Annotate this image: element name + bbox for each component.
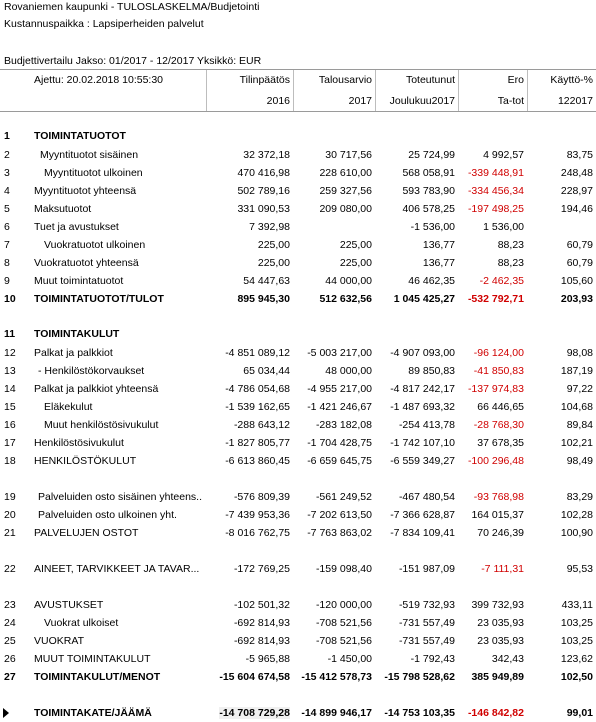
cell-usage-pct: 60,79 bbox=[566, 239, 593, 251]
cell-budget-2017: 48 000,00 bbox=[325, 365, 372, 377]
cell-budget-2017: 225,00 bbox=[339, 239, 372, 251]
cell-variance: -28 768,30 bbox=[473, 419, 524, 431]
cell-usage-pct: 187,19 bbox=[560, 365, 593, 377]
table-row[interactable] bbox=[0, 326, 596, 343]
col-usage-period: 122017 bbox=[557, 95, 593, 107]
table-row[interactable] bbox=[0, 363, 596, 380]
cell-budget-2017: -1 421 246,67 bbox=[307, 401, 372, 413]
cell-variance: 342,43 bbox=[491, 653, 524, 665]
cell-variance: -146 842,82 bbox=[467, 707, 524, 719]
row-number: 9 bbox=[4, 275, 10, 287]
cell-actual-2016: 225,00 bbox=[257, 239, 290, 251]
cell-actual-2016: -1 827 805,77 bbox=[225, 437, 290, 449]
cell-variance: -93 768,98 bbox=[473, 491, 524, 503]
table-row[interactable] bbox=[0, 669, 596, 686]
cell-realized: -519 732,93 bbox=[398, 599, 455, 611]
cell-budget-2017: -1 450,00 bbox=[327, 653, 372, 665]
cell-usage-pct: 194,46 bbox=[560, 203, 593, 215]
cell-actual-2016: 502 789,16 bbox=[237, 185, 290, 197]
cell-usage-pct: 98,49 bbox=[566, 455, 593, 467]
cell-realized: -7 366 628,87 bbox=[390, 509, 455, 521]
table-row[interactable] bbox=[0, 345, 596, 362]
table-row[interactable] bbox=[0, 507, 596, 524]
row-number: 24 bbox=[4, 617, 16, 629]
cell-usage-pct: 83,29 bbox=[566, 491, 593, 503]
table-row[interactable] bbox=[0, 417, 596, 434]
cell-variance: 70 246,39 bbox=[477, 527, 524, 539]
cell-actual-2016: -8 016 762,75 bbox=[225, 527, 290, 539]
cell-usage-pct: 248,48 bbox=[560, 167, 593, 179]
cell-realized: -7 834 109,41 bbox=[390, 527, 455, 539]
cell-realized: 406 578,25 bbox=[402, 203, 455, 215]
cell-usage-pct: 99,01 bbox=[566, 707, 593, 719]
cell-variance: 4 992,57 bbox=[483, 149, 524, 161]
current-row-arrow-icon bbox=[3, 708, 9, 718]
cell-variance: -96 124,00 bbox=[473, 347, 524, 359]
cell-budget-2017: -4 955 217,00 bbox=[307, 383, 372, 395]
cell-usage-pct: 102,21 bbox=[560, 437, 593, 449]
cell-usage-pct: 102,50 bbox=[560, 671, 593, 683]
cell-realized: -6 559 349,27 bbox=[390, 455, 455, 467]
cell-actual-2016: 32 372,18 bbox=[243, 149, 290, 161]
col-variance[interactable]: Ero bbox=[507, 74, 524, 86]
col-actual-2016-year: 2016 bbox=[266, 95, 290, 107]
cell-actual-2016: 470 416,98 bbox=[237, 167, 290, 179]
cell-budget-2017: -6 659 645,75 bbox=[307, 455, 372, 467]
cell-variance: 88,23 bbox=[497, 239, 524, 251]
cell-usage-pct: 83,75 bbox=[566, 149, 593, 161]
row-label: Tuet ja avustukset bbox=[34, 221, 119, 233]
run-timestamp: Ajettu: 20.02.2018 10:55:30 bbox=[34, 74, 164, 86]
cell-realized: -4 907 093,00 bbox=[390, 347, 455, 359]
cell-variance: -2 462,35 bbox=[479, 275, 524, 287]
col-budget-2017[interactable]: Talousarvio bbox=[318, 74, 372, 86]
cell-variance: 1 536,00 bbox=[483, 221, 524, 233]
cell-actual-2016: -15 604 674,58 bbox=[219, 671, 290, 683]
cell-variance: 88,23 bbox=[497, 257, 524, 269]
row-label: AVUSTUKSET bbox=[34, 599, 104, 611]
row-number: 7 bbox=[4, 239, 10, 251]
cell-actual-2016: 225,00 bbox=[257, 257, 290, 269]
cell-actual-2016: -7 439 953,36 bbox=[225, 509, 290, 521]
cell-actual-2016: -288 643,12 bbox=[233, 419, 290, 431]
table-row[interactable] bbox=[0, 615, 596, 632]
cell-realized: -15 798 528,62 bbox=[384, 671, 455, 683]
table-row[interactable] bbox=[0, 219, 596, 236]
cell-usage-pct: 433,11 bbox=[561, 599, 593, 611]
row-number: 23 bbox=[4, 599, 16, 611]
table-row[interactable] bbox=[0, 165, 596, 182]
row-label: Henkilöstösivukulut bbox=[34, 437, 124, 449]
cell-usage-pct: 103,25 bbox=[560, 635, 593, 647]
row-label: - Henkilöstökorvaukset bbox=[38, 365, 145, 377]
row-number: 25 bbox=[4, 635, 16, 647]
row-number: 17 bbox=[4, 437, 16, 449]
cell-realized: 568 058,91 bbox=[402, 167, 455, 179]
row-label: Eläkekulut bbox=[44, 401, 93, 413]
cell-realized: -14 753 103,35 bbox=[384, 707, 455, 719]
table-row[interactable] bbox=[0, 525, 596, 542]
cell-variance: -41 850,83 bbox=[473, 365, 524, 377]
row-label: Myyntituotot yhteensä bbox=[34, 185, 137, 197]
cell-realized: 593 783,90 bbox=[402, 185, 455, 197]
cell-variance: -532 792,71 bbox=[467, 293, 524, 305]
cell-budget-2017: 44 000,00 bbox=[325, 275, 372, 287]
table-row[interactable] bbox=[0, 633, 596, 650]
row-label: HENKILÖSTÖKULUT bbox=[34, 455, 137, 467]
cell-budget-2017: -5 003 217,00 bbox=[307, 347, 372, 359]
cell-actual-2016: 895 945,30 bbox=[237, 293, 290, 305]
cell-actual-2016: -14 708 729,28 bbox=[219, 707, 290, 719]
cell-usage-pct: 228,97 bbox=[560, 185, 593, 197]
row-number: 22 bbox=[4, 563, 16, 575]
cell-usage-pct: 89,84 bbox=[566, 419, 593, 431]
cell-usage-pct: 105,60 bbox=[560, 275, 593, 287]
row-number: 8 bbox=[4, 257, 10, 269]
row-number: 4 bbox=[4, 185, 10, 197]
row-number: 3 bbox=[4, 167, 10, 179]
row-number: 21 bbox=[4, 527, 16, 539]
period-info: Budjettivertailu Jakso: 01/2017 - 12/2017 Yksikkö: EUR bbox=[4, 55, 262, 67]
row-number: 16 bbox=[4, 419, 16, 431]
col-actual-2016[interactable]: Tilinpäätös bbox=[239, 74, 290, 86]
cell-usage-pct: 97,22 bbox=[566, 383, 593, 395]
cell-budget-2017: -159 098,40 bbox=[315, 563, 372, 575]
row-label: Palveluiden osto sisäinen yhteens.. bbox=[38, 491, 203, 503]
table-row[interactable] bbox=[0, 273, 596, 290]
cell-budget-2017: 512 632,56 bbox=[319, 293, 372, 305]
cell-budget-2017: -708 521,56 bbox=[315, 617, 372, 629]
cell-realized: -4 817 242,17 bbox=[390, 383, 455, 395]
table-row[interactable] bbox=[0, 147, 596, 164]
cell-variance: 66 446,65 bbox=[477, 401, 524, 413]
cell-variance: -334 456,34 bbox=[467, 185, 524, 197]
cell-actual-2016: -172 769,25 bbox=[233, 563, 290, 575]
cell-realized: -1 536,00 bbox=[410, 221, 455, 233]
row-number: 15 bbox=[4, 401, 16, 413]
cell-usage-pct: 103,25 bbox=[560, 617, 593, 629]
table-row[interactable] bbox=[0, 453, 596, 470]
row-number: 11 bbox=[4, 328, 16, 340]
col-realized-period: Joulukuu2017 bbox=[389, 95, 455, 107]
table-row[interactable] bbox=[0, 435, 596, 452]
cell-actual-2016: -5 965,88 bbox=[245, 653, 290, 665]
header-bottom-rule bbox=[0, 111, 596, 112]
row-label: TOIMINTAKULUT bbox=[34, 328, 120, 340]
cell-budget-2017: 209 080,00 bbox=[319, 203, 372, 215]
cell-realized: 25 724,99 bbox=[408, 149, 455, 161]
cell-usage-pct: 104,68 bbox=[560, 401, 593, 413]
table-row[interactable] bbox=[0, 183, 596, 200]
cell-actual-2016: -4 786 054,68 bbox=[225, 383, 290, 395]
cell-variance: -100 296,48 bbox=[467, 455, 524, 467]
cell-budget-2017: -283 182,08 bbox=[315, 419, 372, 431]
row-number: 18 bbox=[4, 455, 16, 467]
row-label: TOIMINTATUOTOT/TULOT bbox=[34, 293, 164, 305]
cell-variance: 399 732,93 bbox=[471, 599, 524, 611]
row-label: Muut henkilöstösivukulut bbox=[44, 419, 159, 431]
cell-budget-2017: -1 704 428,75 bbox=[307, 437, 372, 449]
cell-realized: -467 480,54 bbox=[398, 491, 455, 503]
row-number: 27 bbox=[4, 671, 16, 683]
cell-budget-2017: -14 899 946,17 bbox=[301, 707, 372, 719]
row-number: 10 bbox=[4, 293, 16, 305]
cell-realized: -254 413,78 bbox=[398, 419, 455, 431]
row-number: 14 bbox=[4, 383, 16, 395]
table-row[interactable] bbox=[0, 201, 596, 218]
cell-budget-2017: -561 249,52 bbox=[315, 491, 372, 503]
cell-usage-pct: 102,28 bbox=[560, 509, 593, 521]
row-label: Palkat ja palkkiot yhteensä bbox=[34, 383, 159, 395]
cell-budget-2017: 225,00 bbox=[339, 257, 372, 269]
cost-center: Kustannuspaikka : Lapsiperheiden palvelut bbox=[4, 18, 204, 30]
col-usage-pct[interactable]: Käyttö-% bbox=[550, 74, 593, 86]
report-title: Rovaniemen kaupunki - TULOSLASKELMA/Budjetointi bbox=[4, 1, 260, 13]
row-number: 1 bbox=[4, 130, 10, 142]
cell-usage-pct: 95,53 bbox=[566, 563, 593, 575]
cell-variance: 164 015,37 bbox=[471, 509, 524, 521]
cell-realized: -151 987,09 bbox=[398, 563, 455, 575]
cell-usage-pct: 60,79 bbox=[566, 257, 593, 269]
row-label: Maksutuotot bbox=[34, 203, 92, 215]
row-label: Vuokratuotot yhteensä bbox=[34, 257, 139, 269]
col-realized[interactable]: Toteutunut bbox=[405, 74, 455, 86]
cell-usage-pct: 100,90 bbox=[560, 527, 593, 539]
cell-realized: 46 462,35 bbox=[408, 275, 455, 287]
cell-variance: 385 949,89 bbox=[471, 671, 524, 683]
cell-budget-2017: 259 327,56 bbox=[319, 185, 372, 197]
row-number: 26 bbox=[4, 653, 16, 665]
table-row[interactable] bbox=[0, 381, 596, 398]
cell-actual-2016: 331 090,53 bbox=[237, 203, 290, 215]
col-variance-sub: Ta-tot bbox=[497, 95, 524, 107]
header-top-rule bbox=[0, 69, 596, 70]
cell-realized: 1 045 425,27 bbox=[393, 293, 455, 305]
cell-realized: 136,77 bbox=[422, 239, 455, 251]
cell-actual-2016: 7 392,98 bbox=[249, 221, 290, 233]
cell-variance: -137 974,83 bbox=[467, 383, 524, 395]
row-number: 19 bbox=[4, 491, 16, 503]
cell-realized: -731 557,49 bbox=[398, 635, 455, 647]
cell-realized: -1 487 693,32 bbox=[390, 401, 455, 413]
cell-budget-2017: 30 717,56 bbox=[325, 149, 372, 161]
cell-realized: 89 850,83 bbox=[408, 365, 455, 377]
cell-actual-2016: -6 613 860,45 bbox=[225, 455, 290, 467]
cell-variance: -339 448,91 bbox=[467, 167, 524, 179]
row-number: 13 bbox=[4, 365, 16, 377]
cell-variance: 37 678,35 bbox=[477, 437, 524, 449]
cell-budget-2017: -7 202 613,50 bbox=[307, 509, 372, 521]
row-number: 2 bbox=[4, 149, 10, 161]
row-label: Muut toimintatuotot bbox=[34, 275, 124, 287]
cell-budget-2017: -7 763 863,02 bbox=[307, 527, 372, 539]
cell-actual-2016: -1 539 162,65 bbox=[225, 401, 290, 413]
table-row[interactable] bbox=[0, 597, 596, 614]
table-row[interactable] bbox=[0, 489, 596, 506]
row-label: PALVELUJEN OSTOT bbox=[34, 527, 139, 539]
table-row[interactable] bbox=[0, 291, 596, 308]
cell-realized: -731 557,49 bbox=[398, 617, 455, 629]
cell-variance: 23 035,93 bbox=[477, 635, 524, 647]
cell-actual-2016: -692 814,93 bbox=[233, 617, 290, 629]
table-row[interactable] bbox=[0, 399, 596, 416]
table-row[interactable] bbox=[0, 128, 596, 145]
row-label: Myyntituotot ulkoinen bbox=[44, 167, 143, 179]
row-label: Myyntituotot sisäinen bbox=[40, 149, 139, 161]
cell-variance: -197 498,25 bbox=[467, 203, 524, 215]
cell-budget-2017: 228 610,00 bbox=[319, 167, 372, 179]
row-number: 5 bbox=[4, 203, 10, 215]
row-label: VUOKRAT bbox=[34, 635, 84, 647]
row-label: TOIMINTAKATE/JÄÄMÄ bbox=[34, 707, 152, 719]
row-label: Vuokrat ulkoiset bbox=[44, 617, 119, 629]
row-number: 12 bbox=[4, 347, 16, 359]
row-label: Palveluiden osto ulkoinen yht. bbox=[38, 509, 177, 521]
table-row[interactable] bbox=[0, 705, 596, 722]
cell-realized: -1 742 107,10 bbox=[390, 437, 455, 449]
cell-budget-2017: -708 521,56 bbox=[315, 635, 372, 647]
row-number: 6 bbox=[4, 221, 10, 233]
row-number: 20 bbox=[4, 509, 16, 521]
row-label: TOIMINTATUOTOT bbox=[34, 130, 126, 142]
cell-realized: -1 792,43 bbox=[410, 653, 455, 665]
cell-actual-2016: 54 447,63 bbox=[243, 275, 290, 287]
cell-actual-2016: -692 814,93 bbox=[233, 635, 290, 647]
cell-variance: -7 111,31 bbox=[481, 563, 524, 575]
cell-actual-2016: 65 034,44 bbox=[243, 365, 290, 377]
table-row[interactable] bbox=[0, 255, 596, 272]
cell-variance: 23 035,93 bbox=[477, 617, 524, 629]
cell-realized: 136,77 bbox=[422, 257, 455, 269]
table-row[interactable] bbox=[0, 561, 596, 578]
cell-usage-pct: 203,93 bbox=[560, 293, 593, 305]
row-label: Palkat ja palkkiot bbox=[34, 347, 113, 359]
cell-budget-2017: -120 000,00 bbox=[315, 599, 372, 611]
row-label: MUUT TOIMINTAKULUT bbox=[34, 653, 151, 665]
cell-actual-2016: -576 809,39 bbox=[233, 491, 290, 503]
cell-budget-2017: -15 412 578,73 bbox=[301, 671, 372, 683]
table-row[interactable] bbox=[0, 237, 596, 254]
cell-usage-pct: 98,08 bbox=[566, 347, 593, 359]
row-label: AINEET, TARVIKKEET JA TAVAR... bbox=[34, 563, 200, 575]
table-row[interactable] bbox=[0, 651, 596, 668]
col-budget-2017-year: 2017 bbox=[348, 95, 372, 107]
cell-actual-2016: -4 851 089,12 bbox=[225, 347, 290, 359]
cell-actual-2016: -102 501,32 bbox=[233, 599, 290, 611]
row-label: TOIMINTAKULUT/MENOT bbox=[34, 671, 161, 683]
row-label: Vuokratuotot ulkoinen bbox=[44, 239, 146, 251]
cell-usage-pct: 123,62 bbox=[560, 653, 593, 665]
